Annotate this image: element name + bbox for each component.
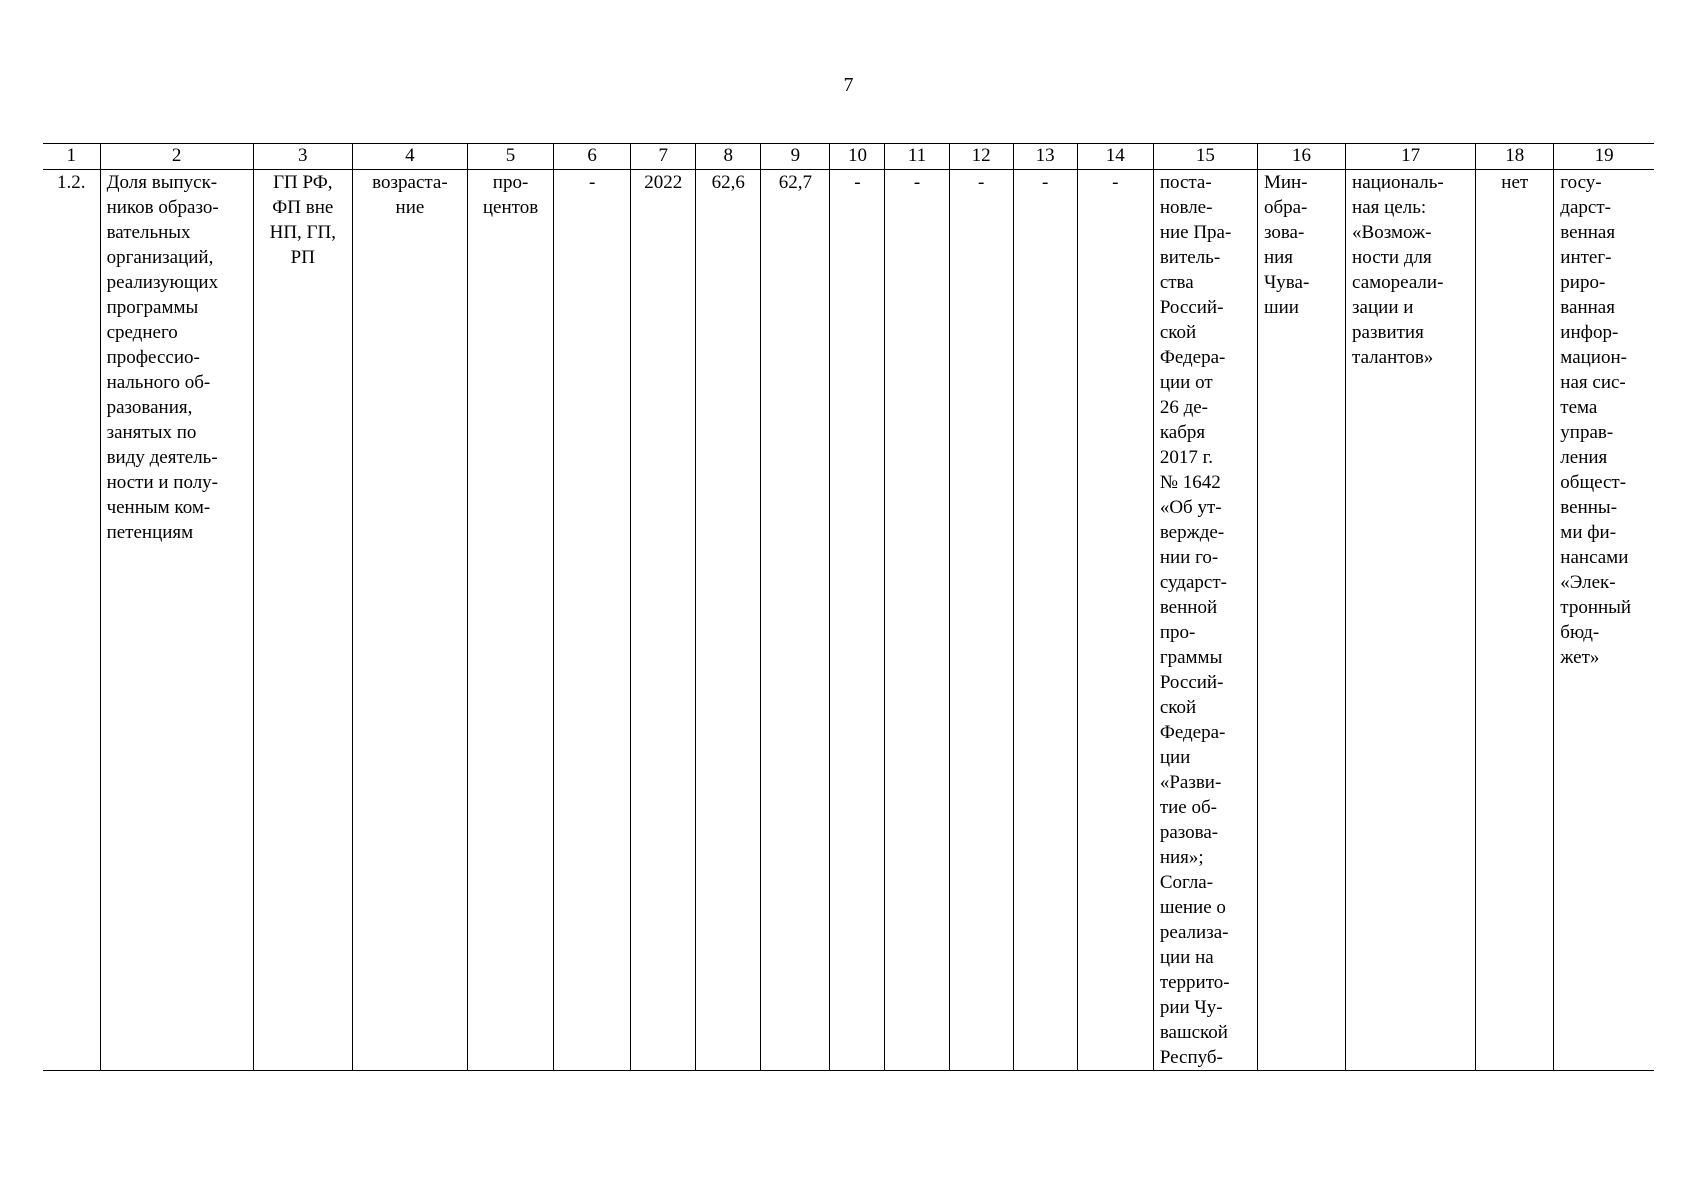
header-cell: 5 [468, 144, 554, 170]
header-cell: 2 [100, 144, 253, 170]
header-cell: 7 [631, 144, 696, 170]
header-cell: 12 [949, 144, 1013, 170]
header-cell: 9 [761, 144, 830, 170]
value-cell: - [949, 170, 1013, 1071]
value-cell: 62,7 [761, 170, 830, 1071]
header-cell: 14 [1077, 144, 1153, 170]
value-cell: - [830, 170, 885, 1071]
goal-cell: националь- ная цель: «Возмож- ности для самореали- зации и развития талантов» [1346, 170, 1476, 1071]
value-cell: - [885, 170, 949, 1071]
header-cell: 15 [1153, 144, 1257, 170]
header-cell: 18 [1476, 144, 1554, 170]
page-number: 7 [843, 74, 854, 96]
header-cell: 11 [885, 144, 949, 170]
base-year-cell: 2022 [631, 170, 696, 1071]
value-cell: - [554, 170, 631, 1071]
row-number-cell: 1.2. [43, 170, 100, 1071]
header-cell: 13 [1013, 144, 1077, 170]
header-cell: 4 [352, 144, 467, 170]
info-system-cell: госу- дарст- венная интег- риро- ванная инфор- мацион- ная сис- тема управ- ления общест- венны- ми фи- нансами «Элек- тронный бюд- жет» [1554, 170, 1654, 1071]
indicator-name-cell: Доля выпуск- ников образо- вательных организаций, реализующих программы среднего профессио- нального об- разования, занятых по виду деятель- ности и полу- ченным ком- петенциям [100, 170, 253, 1071]
header-row [43, 144, 1654, 170]
header-cell: 17 [1346, 144, 1476, 170]
table-row [43, 170, 1654, 1071]
value-cell: 62,6 [696, 170, 761, 1071]
document-cell: поста- новле- ние Пра- витель- ства Россий- ской Федера- ции от 26 де- кабря 2017 г. № 1642 «Об ут- вержде- нии го- сударст- венной про- граммы Россий- ской Федера- ции «Разви- тие об- разова- ния»; Согла- шение о реализа- ции на террито- рии Чу- вашской Респуб- [1153, 170, 1257, 1071]
header-cell: 16 [1257, 144, 1345, 170]
header-cell: 6 [554, 144, 631, 170]
level-cell: ГП РФ, ФП вне НП, ГП, РП [253, 170, 352, 1071]
header-cell: 1 [43, 144, 100, 170]
indicator-table [43, 143, 1654, 1071]
unit-cell: про- центов [468, 170, 554, 1071]
header-cell: 19 [1554, 144, 1654, 170]
value-cell: - [1013, 170, 1077, 1071]
header-cell: 3 [253, 144, 352, 170]
header-cell: 10 [830, 144, 885, 170]
value-cell: - [1077, 170, 1153, 1071]
header-cell: 8 [696, 144, 761, 170]
flag-cell: нет [1476, 170, 1554, 1071]
responsible-cell: Мин- обра- зова- ния Чува- шии [1257, 170, 1345, 1071]
trend-cell: возраста- ние [352, 170, 467, 1071]
